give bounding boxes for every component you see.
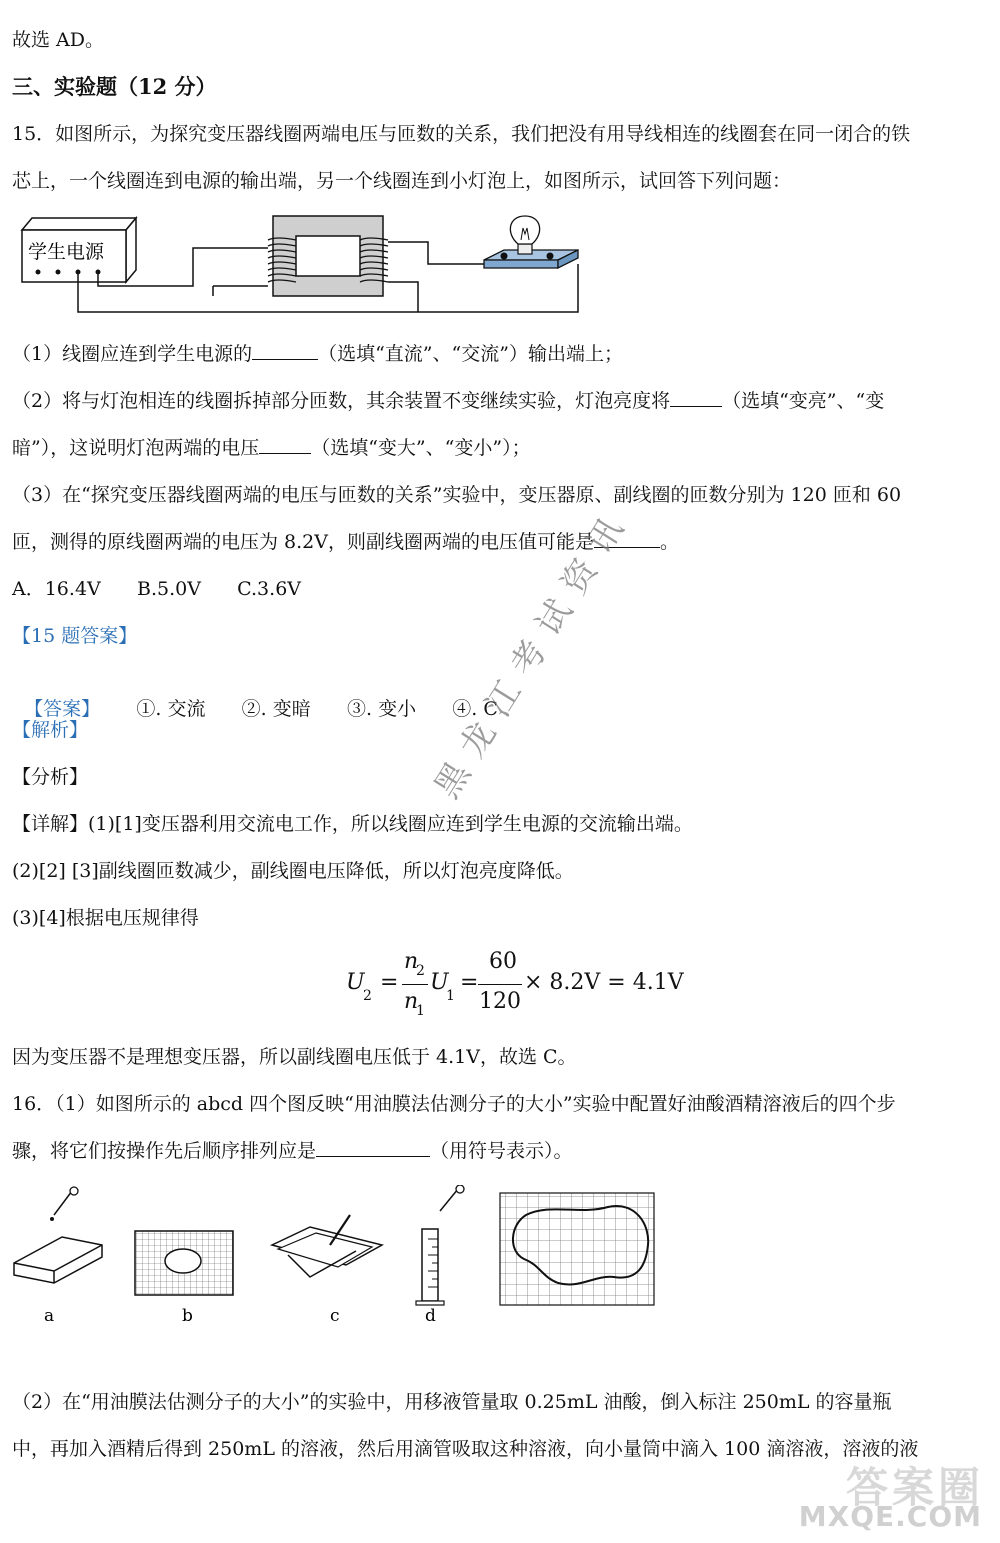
analysis-heading: 【解析】 <box>12 719 89 741</box>
oil-film-steps-figure <box>10 1185 660 1325</box>
fraction-bar <box>478 984 522 985</box>
q3-text-b: 匝，测得的原线圈两端的电压为 8.2V，则副线圈两端的电压值可能是 <box>12 531 594 553</box>
q2-text-c: 暗”），这说明灯泡两端的电压 <box>12 437 260 459</box>
formula-u2: U <box>346 970 365 995</box>
question-15-stem: 15．如图所示，为探究变压器线圈两端电压与匝数的关系，我们把没有用导线相连的线圈套在同一闭合的铁 <box>12 123 911 145</box>
question-15-3: （3）在“探究变压器线圈两端的电压与匝数的关系”实验中，变压器原、副线圈的匝数分别为 120 匝和 60 <box>12 484 902 506</box>
analysis-subheading: 【分析】 <box>12 766 89 788</box>
formula-rest: × 8.2V = 4.1V <box>524 970 684 995</box>
step-b-grid <box>135 1231 233 1295</box>
formula-eq: = <box>380 970 399 995</box>
detail-line-2: (2)[2] [3]副线圈匝数减少，副线圈电压降低，所以灯泡亮度降低。 <box>12 860 574 882</box>
formula-n2-sub: 2 <box>416 963 425 979</box>
q16-text-b1: 骤，将它们按操作先后顺序排列应是 <box>12 1140 317 1162</box>
formula-u1-sub: 1 <box>446 988 455 1004</box>
step-c-plate <box>272 1215 382 1277</box>
conclusion-line: 因为变压器不是理想变压器，所以副线圈电压低于 4.1V，故选 C。 <box>12 1046 577 1068</box>
q1-text-a: （1）线圈应连到学生电源的 <box>12 343 253 365</box>
logo-text: 答案圈 <box>845 1463 984 1512</box>
answer-heading: 【15 题答案】 <box>12 625 138 647</box>
question-15-stem-cont: 芯上，一个线圈连到电源的输出端，另一个线圈连到小灯泡上，如图所示，试回答下列问题： <box>12 170 792 192</box>
question-16-stem: 16．（1）如图所示的 abcd 四个图反映“用油膜法估测分子的大小”实验中配置好油酸酒精溶液后的四个步 <box>12 1093 896 1115</box>
step-d-cylinder <box>416 1185 464 1305</box>
site-logo <box>800 1455 990 1535</box>
watermark-text: 黑龙江考试资讯 <box>426 499 639 806</box>
answer-label: 【答案】 <box>24 698 101 720</box>
q2-text-b: （选填“变亮”、“变 <box>722 390 885 412</box>
q2-text-a: （2）将与灯泡相连的线圈拆掉部分匝数，其余装置不变继续实验，灯泡亮度将 <box>12 390 671 412</box>
question-16-2-cont: 中，再加入酒精后得到 250mL 的溶液，然后用滴管吸取这种溶液，向小量筒中滴入 100 滴溶液，溶液的液 <box>12 1438 919 1460</box>
formula-n1-sub: 1 <box>416 1003 425 1019</box>
answer-blank <box>316 1138 430 1157</box>
answer-blank <box>670 388 722 407</box>
answer-line <box>12 670 498 722</box>
formula-n1: n <box>404 989 419 1014</box>
detail-line-1: 【详解】(1)[1]变压器利用交流电工作，所以线圈应连到学生电源的交流输出端。 <box>12 813 693 835</box>
text-line: 故选 AD。 <box>12 29 104 51</box>
label-a: a <box>44 1306 55 1325</box>
label-c: c <box>330 1306 340 1325</box>
question-15-options: A．16.4V B.5.0V C.3.6V <box>12 578 301 600</box>
formula-den: 120 <box>479 989 521 1014</box>
q1-text-b: （选填“直流”、“交流”）输出端上； <box>318 343 623 365</box>
answer-items: ①. 交流 ②. 变暗 ③. 变小 ④. C <box>136 698 498 720</box>
question-16-stem-cont <box>12 1138 573 1164</box>
formula-u1: U <box>430 970 449 995</box>
formula-num: 60 <box>489 949 517 974</box>
logo-url: MXQE.COM <box>798 1500 982 1533</box>
label-b: b <box>182 1306 193 1325</box>
label-d: d <box>425 1306 436 1325</box>
section-title: 三、实验题（12 分） <box>12 74 217 99</box>
question-15-2 <box>12 388 884 414</box>
question-15-2-cont <box>12 435 531 461</box>
step-a-tray <box>14 1187 102 1283</box>
formula-eq2: = <box>460 970 479 995</box>
power-supply-label: 学生电源 <box>28 241 105 263</box>
q3-text-c: 。 <box>659 531 679 553</box>
q16-text-b2: （用符号表示）。 <box>430 1140 573 1162</box>
answer-blank <box>252 341 318 360</box>
fraction-bar <box>402 984 428 985</box>
formula-n2: n <box>404 949 419 974</box>
question-16-2: （2）在“用油膜法估测分子的大小”的实验中，用移液管量取 0.25mL 油酸，倒入标注 250mL 的容量瓶 <box>12 1391 892 1413</box>
formula-u2-sub: 2 <box>363 988 372 1004</box>
transformer-circuit-figure <box>18 212 588 322</box>
oil-film-grid <box>500 1193 654 1305</box>
answer-blank <box>259 435 311 454</box>
question-15-1 <box>12 341 623 367</box>
detail-line-3: (3)[4]根据电压规律得 <box>12 907 199 929</box>
q2-text-d: （选填“变大”、“变小”）； <box>311 437 531 459</box>
